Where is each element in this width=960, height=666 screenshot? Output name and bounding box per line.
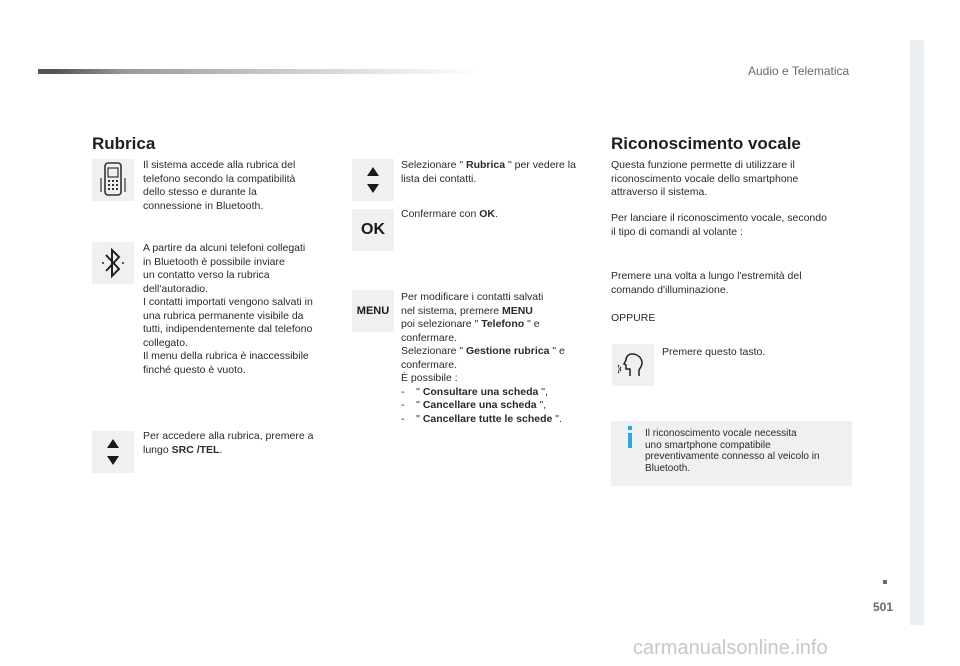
list-item — [401, 386, 565, 400]
rubrica-text-1 — [143, 159, 295, 213]
text-line: Per accedere alla rubrica, premere a — [143, 430, 314, 442]
text-line: finché questo è vuoto. — [143, 363, 246, 376]
text-line: una rubrica permanente visibile da — [143, 309, 304, 322]
text-line: lista dei contatti. — [401, 172, 477, 185]
text-bold: Consultare una scheda — [422, 385, 539, 398]
text-part: " per vedere la — [505, 159, 576, 171]
page-dot — [883, 580, 887, 584]
text-line: connessione in Bluetooth. — [143, 199, 264, 212]
text-bold: Cancellare tutte le schede — [422, 412, 553, 425]
text-line: Il riconoscimento vocale necessita — [645, 428, 797, 439]
list-item — [401, 399, 565, 413]
text-part: . — [219, 443, 223, 456]
phone-icon — [99, 161, 127, 199]
list-item — [401, 413, 565, 427]
bluetooth-icon — [100, 246, 126, 280]
text-line — [401, 208, 498, 222]
text-part: ", — [538, 385, 548, 398]
text-bold: OK — [479, 208, 495, 220]
up-down-arrows-icon — [103, 435, 123, 469]
text-line: Premere una volta a lungo l'estremità del — [611, 270, 802, 282]
info-icon — [624, 426, 636, 448]
text-part: " e — [524, 318, 540, 330]
arrows-icon-box — [92, 431, 134, 473]
text-part: Selezionare " — [401, 159, 467, 171]
text-line: Bluetooth. — [645, 462, 691, 474]
text-line: in Bluetooth è possibile inviare — [143, 255, 285, 268]
text-line: confermare. — [401, 331, 458, 344]
text-part: ", — [536, 399, 547, 411]
text-line: riconoscimento vocale dello smartphone — [611, 172, 799, 185]
modify-contacts-text — [401, 291, 565, 426]
ok-button-box — [352, 209, 394, 251]
rubrica-text-3 — [143, 430, 313, 457]
text-line: preventivamente connesso al veicolo in — [645, 451, 820, 462]
text-line: Il sistema accede alla rubrica del — [143, 159, 296, 171]
oppure-text: OPPURE — [611, 312, 656, 324]
text-line: Il menu della rubrica è inaccessibile — [143, 350, 309, 362]
text-line: uno smartphone compatibile — [645, 439, 771, 451]
header-section-title: Audio e Telematica — [748, 64, 850, 78]
header-bar — [38, 69, 478, 74]
text-part: " e — [549, 345, 565, 357]
voice-para-3 — [611, 270, 802, 297]
confirm-text — [401, 208, 498, 222]
rubrica-title: Rubrica — [92, 134, 156, 153]
text-line — [401, 318, 565, 332]
text-line: Per lanciare il riconoscimento vocale, secondo — [611, 212, 827, 224]
text-part: Confermare con — [401, 208, 480, 220]
voice-button-box — [612, 344, 654, 386]
text-line: A partire da alcuni telefoni collegati — [143, 242, 306, 254]
text-part: poi selezionare " — [401, 318, 482, 330]
up-down-arrows-icon — [363, 163, 383, 197]
phone-icon-box — [92, 159, 134, 201]
voice-para-1 — [611, 159, 798, 200]
text-bold: Cancellare una scheda — [422, 399, 537, 411]
rubrica-text-2 — [143, 242, 313, 377]
text-bold: Telefono — [481, 318, 525, 330]
voice-title: Riconoscimento vocale — [611, 134, 801, 153]
text-part: - " — [401, 412, 423, 425]
text-line: il tipo di comandi al volante : — [611, 225, 743, 238]
text-bold: Rubrica — [466, 159, 506, 171]
text-line: attraverso il sistema. — [611, 186, 708, 198]
text-line: I contatti importati vengono salvati in — [143, 296, 313, 308]
text-line — [401, 345, 565, 359]
text-line — [401, 305, 565, 319]
text-part: - " — [401, 385, 423, 398]
text-part: ". — [552, 412, 562, 425]
text-part: Selezionare " — [401, 345, 467, 357]
page-number: 501 — [873, 600, 894, 614]
watermark: carmanualsonline.info — [633, 637, 828, 659]
text-line — [143, 444, 313, 458]
text-line — [401, 159, 576, 173]
text-line: un contatto verso la rubrica — [143, 269, 270, 281]
text-line: Per modificare i contatti salvati — [401, 291, 544, 303]
info-text — [645, 428, 845, 474]
voice-command-icon — [618, 350, 648, 380]
select-rubrica-text — [401, 159, 576, 186]
menu-label: MENU — [356, 305, 390, 317]
text-line: confermare. — [401, 358, 458, 371]
ok-label: OK — [361, 221, 385, 238]
text-line: collegato. — [143, 336, 188, 349]
voice-para-2 — [611, 212, 827, 239]
text-line: dell'autoradio. — [143, 282, 209, 295]
text-line: comando d'illuminazione. — [611, 283, 729, 296]
text-line: dello stesso e durante la — [143, 186, 257, 198]
text-bold: MENU — [501, 304, 533, 317]
text-part: nel sistema, premere — [401, 304, 502, 317]
text-part: - " — [401, 399, 423, 411]
arrows-icon-box-2 — [352, 159, 394, 201]
text-line: È possibile : — [401, 372, 458, 384]
press-button-text: Premere questo tasto. — [662, 346, 766, 358]
text-line: tutti, indipendentemente dal telefono — [143, 323, 313, 335]
menu-button-box — [352, 290, 394, 332]
text-bold: Gestione rubrica — [466, 345, 550, 357]
text-part: lungo — [143, 443, 172, 456]
text-part: . — [494, 208, 498, 220]
text-line: Questa funzione permette di utilizzare il — [611, 159, 795, 171]
side-strip — [910, 40, 924, 625]
text-line: telefono secondo la compatibilità — [143, 172, 296, 185]
bluetooth-icon-box — [92, 242, 134, 284]
src-tel-label: SRC /TEL — [171, 443, 220, 456]
